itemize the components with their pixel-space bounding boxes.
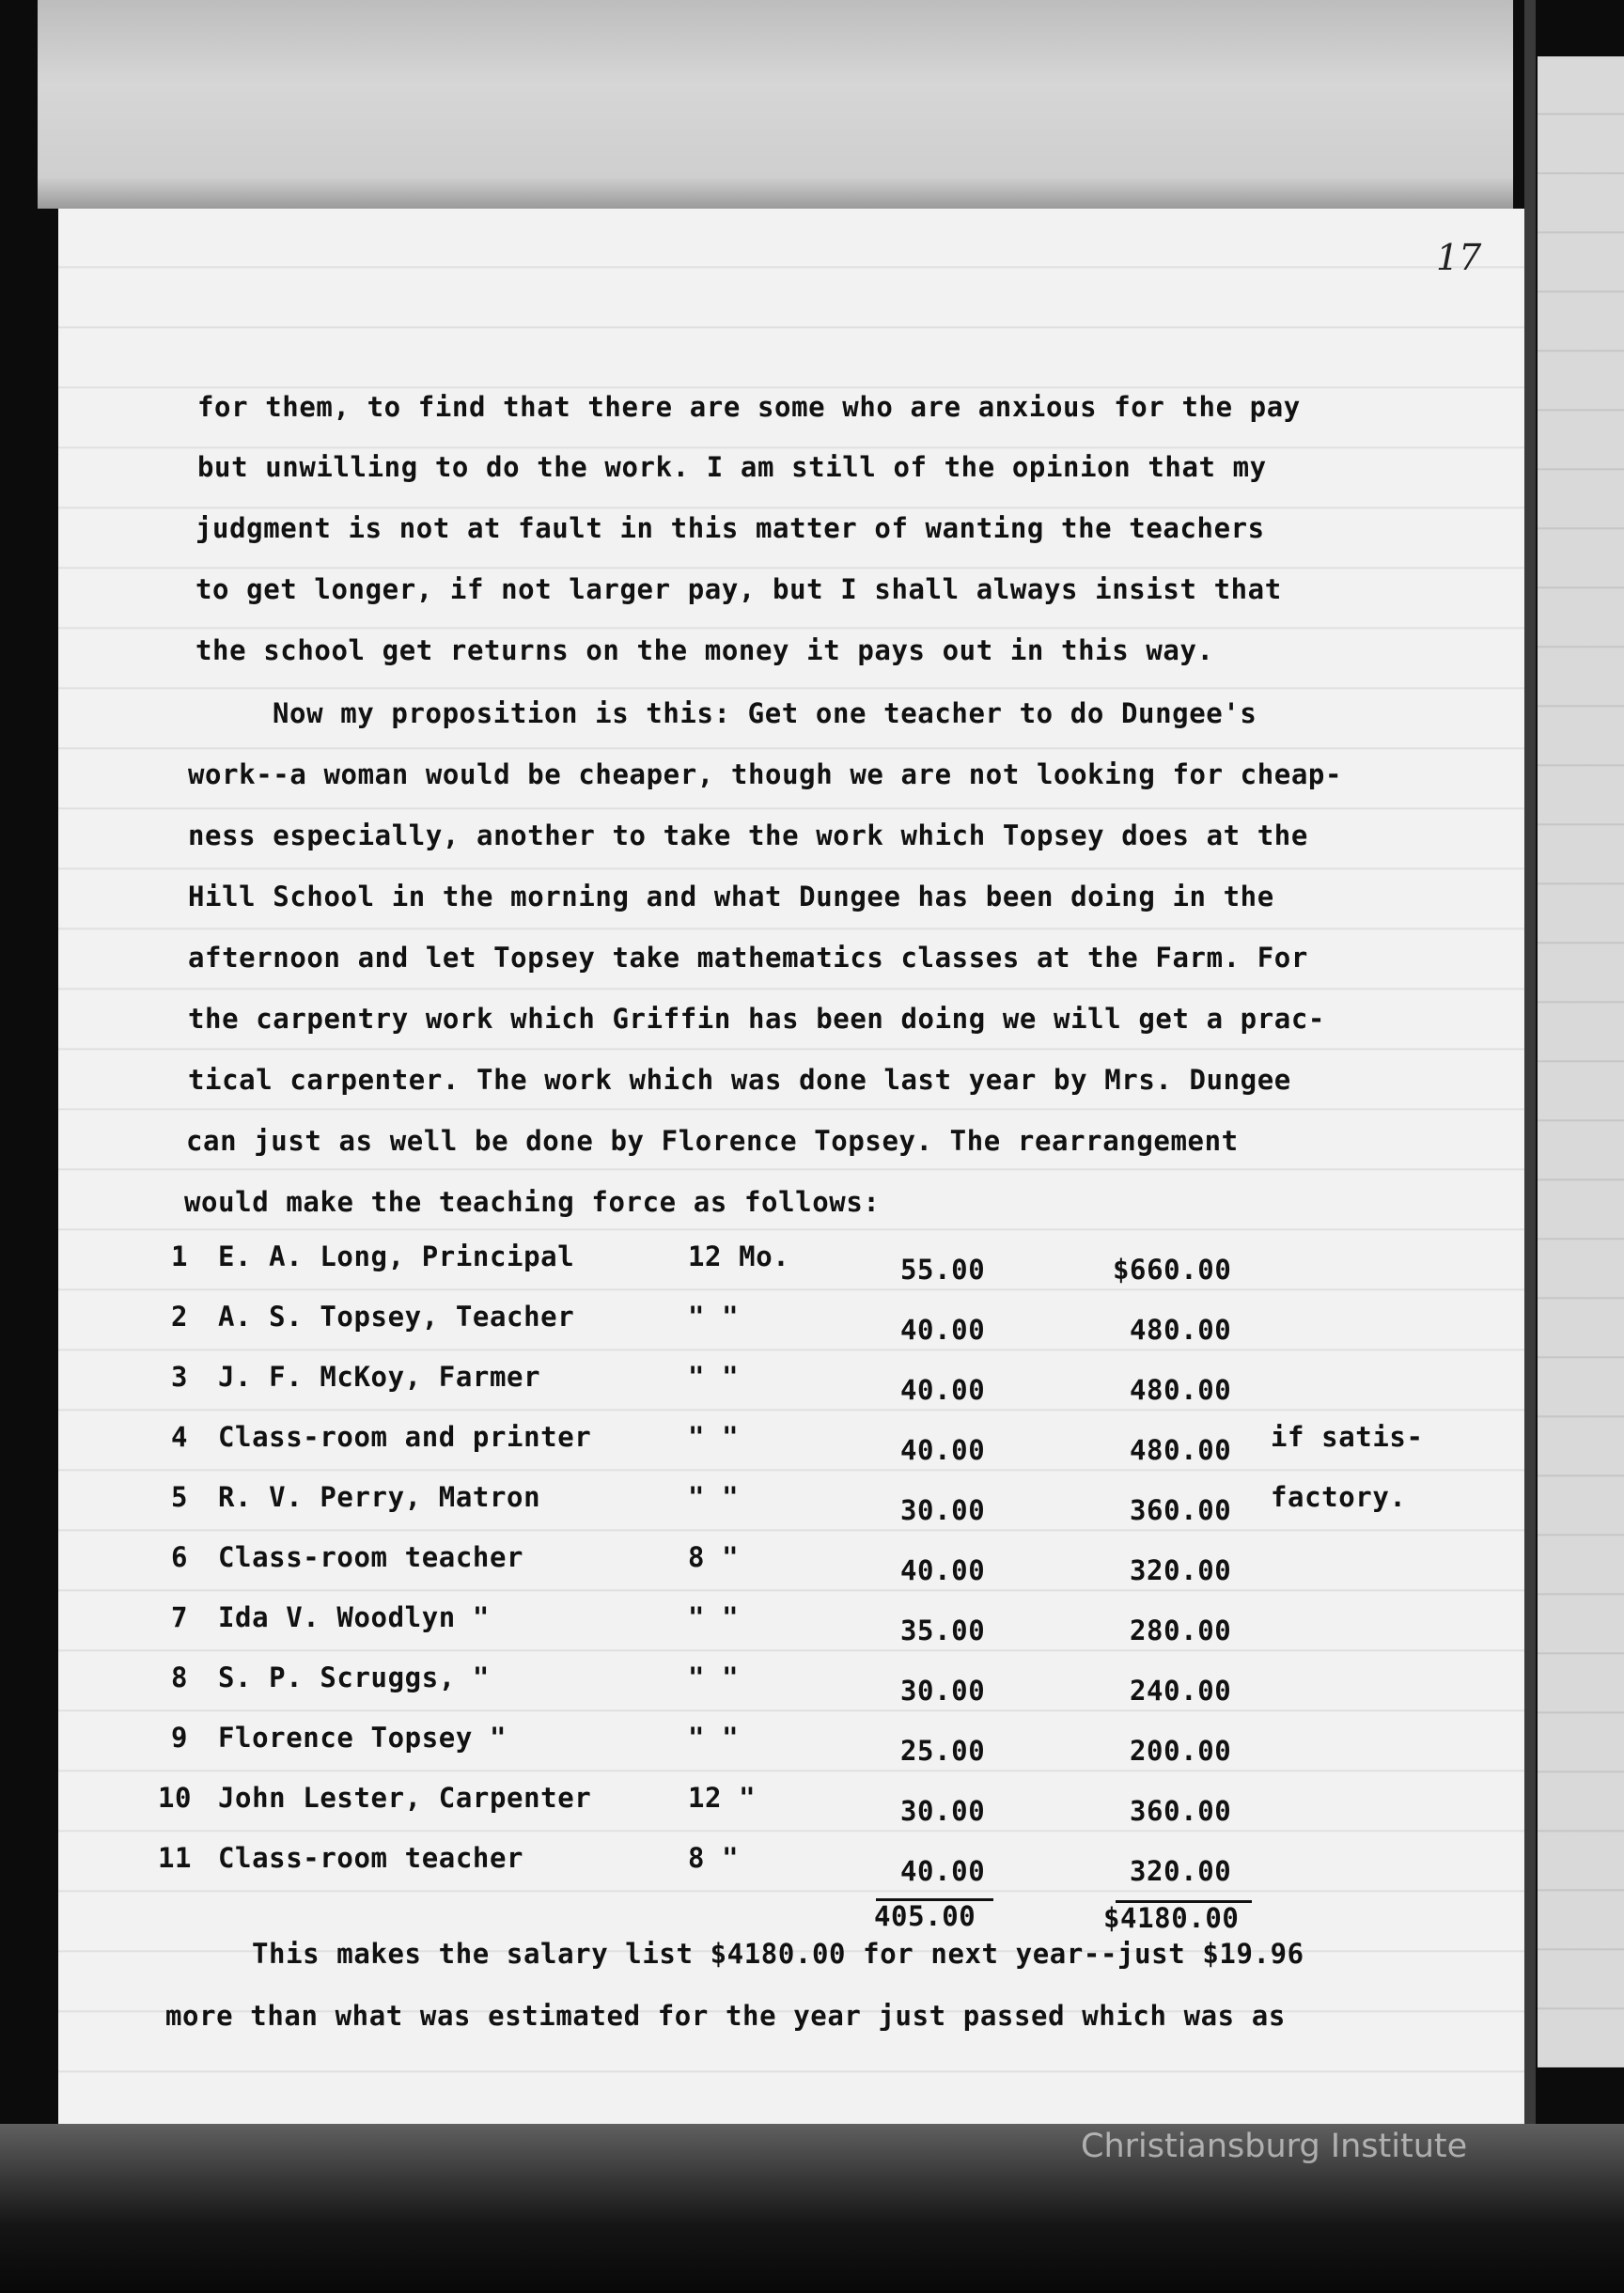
salary-monthly-cell: 40.00 xyxy=(900,1314,986,1346)
salary-monthly-cell: 40.00 xyxy=(900,1855,986,1887)
salary-num-cell: 4 xyxy=(171,1421,189,1453)
salary-monthly-cell: 40.00 xyxy=(900,1434,986,1466)
salary-name-cell: S. P. Scruggs, " xyxy=(218,1661,490,1693)
salary-months-cell: " " xyxy=(688,1601,740,1633)
salary-name-cell: Florence Topsey " xyxy=(218,1722,508,1754)
salary-monthly-cell: 40.00 xyxy=(900,1554,986,1586)
salary-months-cell: 8 " xyxy=(688,1541,740,1573)
salary-months-cell: " " xyxy=(688,1421,740,1453)
previous-page-fold xyxy=(38,0,1513,209)
salary-monthly-cell: 35.00 xyxy=(900,1614,986,1646)
salary-months-cell: " " xyxy=(688,1361,740,1393)
salary-num-cell: 8 xyxy=(171,1661,189,1693)
salary-annual-cell: $660.00 xyxy=(1113,1254,1232,1286)
adjacent-page-edge xyxy=(1538,56,1624,2067)
salary-note-cell: factory. xyxy=(1271,1481,1407,1513)
salary-annual-cell: 320.00 xyxy=(1130,1855,1232,1887)
salary-name-cell: J. F. McKoy, Farmer xyxy=(218,1361,541,1393)
bleed-through-text xyxy=(122,17,138,46)
salary-num-cell: 3 xyxy=(171,1361,189,1393)
salary-annual-cell: 480.00 xyxy=(1130,1314,1232,1346)
salary-annual-cell: 480.00 xyxy=(1130,1434,1232,1466)
paragraph-2-line-2: work--a woman would be cheaper, though we are not looking for cheap- xyxy=(188,758,1343,790)
watermark: Christiansburg Institute xyxy=(1081,2128,1468,2165)
salary-months-cell: " " xyxy=(688,1722,740,1754)
total-annual: $4180.00 xyxy=(1103,1902,1240,1934)
paragraph-1-line-3: judgment is not at fault in this matter of wanting the teachers xyxy=(195,512,1265,544)
salary-name-cell: Class-room teacher xyxy=(218,1842,524,1874)
salary-monthly-cell: 25.00 xyxy=(900,1735,986,1767)
salary-months-cell: " " xyxy=(688,1301,740,1333)
salary-name-cell: Ida V. Woodlyn " xyxy=(218,1601,490,1633)
salary-name-cell: Class-room teacher xyxy=(218,1541,524,1573)
salary-name-cell: A. S. Topsey, Teacher xyxy=(218,1301,575,1333)
salary-annual-cell: 360.00 xyxy=(1130,1494,1232,1526)
salary-num-cell: 5 xyxy=(171,1481,189,1513)
salary-num-cell: 2 xyxy=(171,1301,189,1333)
salary-monthly-cell: 30.00 xyxy=(900,1494,986,1526)
salary-months-cell: " " xyxy=(688,1481,740,1513)
paragraph-2-line-6: the carpentry work which Griffin has been doing we will get a prac- xyxy=(188,1003,1325,1035)
salary-note-cell: if satis- xyxy=(1271,1421,1424,1453)
salary-months-cell: 12 Mo. xyxy=(688,1240,790,1272)
salary-months-cell: 8 " xyxy=(688,1842,740,1874)
salary-num-cell: 10 xyxy=(158,1782,193,1814)
paragraph-3-line-1: This makes the salary list $4180.00 for next year--just $19.96 xyxy=(252,1938,1304,1970)
salary-annual-cell: 200.00 xyxy=(1130,1735,1232,1767)
salary-months-cell: 12 " xyxy=(688,1782,757,1814)
paragraph-2-line-9: would make the teaching force as follows: xyxy=(184,1186,881,1218)
salary-num-cell: 9 xyxy=(171,1722,189,1754)
paragraph-2-line-1: Now my proposition is this: Get one teacher to do Dungee's xyxy=(273,697,1257,729)
paragraph-2-line-8: can just as well be done by Florence Topsey. The rearrangement xyxy=(186,1125,1239,1157)
salary-annual-cell: 360.00 xyxy=(1130,1795,1232,1827)
salary-monthly-cell: 30.00 xyxy=(900,1795,986,1827)
total-monthly: 405.00 xyxy=(874,1900,976,1932)
salary-num-cell: 11 xyxy=(158,1842,193,1874)
paragraph-2-line-7: tical carpenter. The work which was done last year by Mrs. Dungee xyxy=(188,1064,1291,1096)
paragraph-2-line-3: ness especially, another to take the work which Topsey does at the xyxy=(188,819,1308,851)
paragraph-1-line-1: for them, to find that there are some who are anxious for the pay xyxy=(197,391,1301,423)
salary-num-cell: 6 xyxy=(171,1541,189,1573)
paragraph-1-line-2: but unwilling to do the work. I am still of the opinion that my xyxy=(197,451,1267,483)
salary-name-cell: John Lester, Carpenter xyxy=(218,1782,592,1814)
salary-annual-cell: 320.00 xyxy=(1130,1554,1232,1586)
salary-annual-cell: 280.00 xyxy=(1130,1614,1232,1646)
paragraph-3-line-2: more than what was estimated for the year just passed which was as xyxy=(165,2000,1286,2032)
paragraph-1-line-5: the school get returns on the money it pays out in this way. xyxy=(195,634,1214,666)
salary-monthly-cell: 55.00 xyxy=(900,1254,986,1286)
salary-name-cell: E. A. Long, Principal xyxy=(218,1240,575,1272)
paragraph-2-line-4: Hill School in the morning and what Dungee has been doing in the xyxy=(188,881,1274,913)
paragraph-2-line-5: afternoon and let Topsey take mathematics classes at the Farm. For xyxy=(188,942,1308,974)
salary-name-cell: Class-room and printer xyxy=(218,1421,592,1453)
salary-monthly-cell: 30.00 xyxy=(900,1675,986,1707)
paragraph-1-line-4: to get longer, if not larger pay, but I shall always insist that xyxy=(195,573,1282,605)
page-number: 17 xyxy=(1436,237,1482,278)
salary-annual-cell: 480.00 xyxy=(1130,1374,1232,1406)
salary-monthly-cell: 40.00 xyxy=(900,1374,986,1406)
document-page xyxy=(58,209,1524,2137)
salary-num-cell: 1 xyxy=(171,1240,189,1272)
salary-annual-cell: 240.00 xyxy=(1130,1675,1232,1707)
salary-num-cell: 7 xyxy=(171,1601,189,1633)
salary-name-cell: R. V. Perry, Matron xyxy=(218,1481,541,1513)
binding-edge xyxy=(1524,0,1536,2293)
salary-months-cell: " " xyxy=(688,1661,740,1693)
